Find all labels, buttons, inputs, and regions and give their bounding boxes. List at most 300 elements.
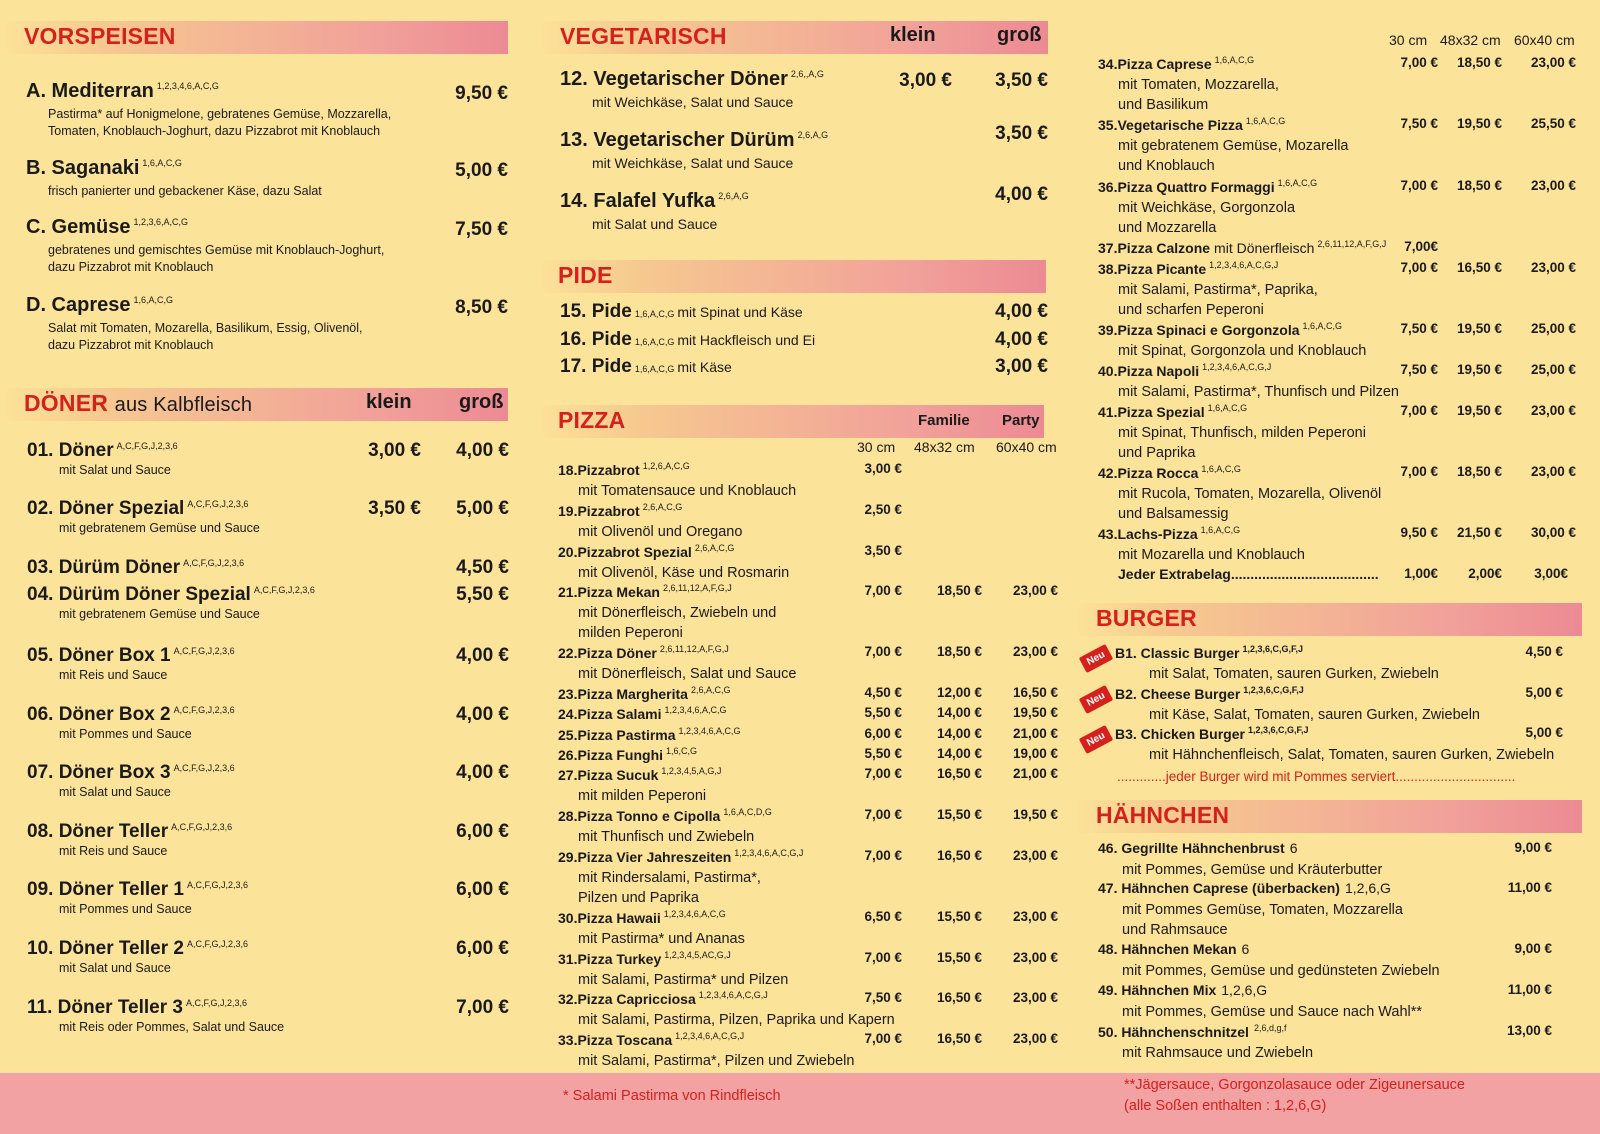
item-description: mit Salat und Sauce [592, 216, 718, 232]
item-name [1098, 363, 1271, 379]
allergen-codes: 6 [1289, 840, 1298, 856]
item-title: 17. Pide [560, 356, 632, 377]
pizza-title: PIZZA [558, 407, 626, 433]
item-title: 13. Vegetarischer Dürüm [560, 129, 795, 151]
desc-line: mit Rindersalami, Pastirma*, [578, 870, 761, 886]
allergen-codes: 2,6,A,C,G [642, 502, 683, 512]
price-30: 3,50 € [864, 543, 902, 558]
vorspeise-item [26, 157, 508, 217]
price-60x40: 25,00 € [1530, 321, 1576, 336]
item-description: mit Salat und Sauce [59, 463, 171, 477]
price-48x32: 14,00 € [936, 746, 982, 761]
pizza-item [1098, 178, 1578, 236]
allergen-codes: 1,6,A,C,G [634, 337, 675, 347]
desc-line: und Mozzarella [1118, 220, 1217, 236]
price-gross: 4,00 € [456, 440, 509, 461]
price-gross: 7,00 € [456, 997, 509, 1018]
allergen-codes: 1,6,A,C,G [1245, 116, 1286, 126]
doener-item [27, 938, 508, 982]
item-title: 18.Pizzabrot [558, 461, 640, 478]
allergen-codes: 2,6,A,C,G [690, 685, 731, 695]
burger-title: BURGER [1096, 605, 1197, 631]
desc-line: mit Dönerfleisch, Zwiebeln und [578, 605, 777, 621]
footer-note-sauces: **Jägersauce, Gorgonzolasauce oder Zigeunersauce [1124, 1077, 1465, 1093]
item-title: 20.Pizzabrot Spezial [558, 543, 692, 560]
allergen-codes: 1,6,A,C,G [634, 364, 675, 374]
item-title: 43.Lachs-Pizza [1098, 525, 1198, 542]
pizza-item [1098, 321, 1578, 359]
pizza-item [558, 766, 1058, 804]
item-title: 25.Pizza Pastirma [558, 726, 676, 743]
item-name [1098, 982, 1267, 998]
item-name [27, 498, 248, 520]
haehnchen-item [1098, 840, 1578, 878]
vorspeise-item [26, 216, 508, 276]
desc-line: und Rahmsauce [1122, 922, 1228, 938]
price-30: 6,50 € [864, 909, 902, 924]
item-description: mit Reis und Sauce [59, 844, 168, 858]
haehnchen-title: HÄHNCHEN [1096, 802, 1230, 828]
price-48x32: 14,00 € [936, 705, 982, 720]
item-title: 32.Pizza Capricciosa [558, 990, 696, 1007]
item-name [558, 1032, 744, 1048]
vorspeise-item [26, 294, 508, 354]
item-name [27, 879, 248, 901]
item-price: 8,50 € [455, 297, 508, 318]
desc-line: und Basilikum [1118, 97, 1209, 113]
allergen-codes: 1,6,A,C,G [1200, 525, 1241, 535]
burger-item [1115, 725, 1575, 763]
item-name [27, 645, 235, 667]
price-gross: 6,00 € [456, 821, 509, 842]
price-30: 5,50 € [864, 746, 902, 761]
pizza-item [558, 705, 1058, 725]
allergen-codes: 1,2,3,4,5,AC,G,J [664, 950, 731, 960]
price-60x40: 25,00 € [1530, 362, 1576, 377]
desc-line: mit Rucola, Tomaten, Mozarella, Olivenöl [1118, 486, 1382, 502]
footer-note-allergens: (alle Soßen enthalten : 1,2,6,G) [1124, 1098, 1327, 1114]
desc-line: mit Dönerfleisch, Salat und Sauce [578, 666, 797, 682]
item-title: 46. Gegrillte Hähnchenbrust [1098, 840, 1285, 856]
item-title: 09. Döner Teller 1 [27, 879, 184, 900]
allergen-codes: A,C,F,G,J,2,3,6 [253, 584, 315, 595]
price-60x40: 23,00 € [1530, 260, 1576, 275]
extrabelag-p3: 3,00€ [1534, 566, 1568, 581]
item-title: D. Caprese [26, 294, 131, 316]
price-60x40: 19,50 € [1012, 807, 1058, 822]
neu-badge: Neu [1079, 685, 1113, 714]
allergen-codes: A,C,F,G,J,2,3,6 [173, 645, 235, 656]
desc-line: Pastirma* auf Honigmelone, gebratenes Gemüse, Mozzarella, [48, 107, 392, 121]
item-name [558, 991, 768, 1007]
price-48x32: 19,50 € [1456, 403, 1502, 418]
pide-banner [536, 260, 1046, 293]
price-30: 3,00 € [864, 461, 902, 476]
pizza-item [558, 583, 1058, 641]
item-description [1118, 484, 1381, 524]
footer-band [0, 1073, 1600, 1134]
price-30: 7,00€ [1404, 239, 1438, 254]
item-name [1098, 840, 1298, 856]
allergen-codes: 2,6,,A,G [790, 69, 824, 80]
item-description: mit Weichkäse, Salat und Sauce [592, 94, 794, 110]
pizza-item [1098, 525, 1578, 563]
allergen-codes: 1,6,A,C,G [133, 295, 174, 306]
price-30: 7,00 € [1400, 464, 1438, 479]
price-48x32: 14,00 € [936, 726, 982, 741]
item-name [558, 706, 727, 722]
desc-line: mit Salami, Pastirma* und Pilzen [578, 972, 789, 988]
item-price: 4,50 € [1525, 644, 1563, 659]
item-title: 05. Döner Box 1 [27, 645, 171, 666]
price-60x40: 30,00 € [1530, 525, 1576, 540]
item-description: mit Reis und Sauce [59, 668, 168, 682]
allergen-codes: 1,2,3,4,6,A,C,G [156, 81, 219, 92]
item-description [48, 183, 322, 200]
item-title: 16. Pide [560, 329, 632, 350]
price-30: 7,50 € [864, 990, 902, 1005]
price-60x40: 23,00 € [1012, 909, 1058, 924]
desc-line: mit Olivenöl, Käse und Rosmarin [578, 565, 790, 581]
desc-line: und Knoblauch [1118, 158, 1215, 174]
item-title: 21.Pizza Mekan [558, 583, 660, 600]
price-gross: 5,00 € [456, 498, 509, 519]
pizza-item [558, 644, 1058, 682]
item-name [1098, 465, 1241, 481]
item-name [27, 584, 315, 606]
vegetarisch-col-klein: klein [890, 24, 936, 46]
item-name [26, 80, 219, 103]
vorspeisen-banner [0, 21, 508, 54]
item-name [558, 910, 726, 926]
allergen-codes: 1,2,3,6,C,G,F,J [1247, 725, 1309, 735]
price-48x32: 18,50 € [936, 583, 982, 598]
price-60x40: 23,00 € [1012, 644, 1058, 659]
price-30: 7,50 € [1400, 362, 1438, 377]
item-title: 27.Pizza Sucuk [558, 766, 659, 783]
pizza2-size-30: 30 cm [1389, 32, 1428, 48]
allergen-codes: 6 [1241, 941, 1250, 957]
haehnchen-item [1098, 880, 1578, 938]
neu-badge: Neu [1079, 725, 1113, 754]
item-title: 08. Döner Teller [27, 821, 169, 842]
item-description [578, 481, 796, 501]
item-price: 9,00 € [1514, 840, 1552, 855]
desc-line: mit Pommes Gemüse, Tomaten, Mozzarella [1122, 902, 1403, 918]
allergen-codes: 1,2,6,G [1344, 880, 1391, 896]
neu-badge: Neu [1079, 644, 1113, 673]
item-title: 24.Pizza Salami [558, 705, 662, 722]
allergen-codes: A,C,F,G,J,2,3,6 [173, 704, 235, 715]
price-48x32: 18,50 € [1456, 464, 1502, 479]
price-gross: 3,50 € [995, 70, 1048, 91]
item-title: 49. Hähnchen Mix [1098, 982, 1217, 998]
item-title: 26.Pizza Funghi [558, 746, 664, 763]
doener-item [27, 704, 508, 748]
haehnchen-item [1098, 1023, 1578, 1061]
allergen-codes: A,C,F,G,J,2,3,6 [187, 938, 249, 949]
item-description: mit Hackfleisch und Ei [677, 332, 816, 348]
item-name [560, 356, 732, 378]
allergen-codes: 1,2,3,4,6,A,C,G,J [698, 990, 768, 1000]
item-name [558, 747, 697, 763]
allergen-codes: 1,2,3,4,6,A,C,G [664, 705, 727, 715]
item-description: mit Hähnchenfleisch, Salat, Tomaten, sauren Gurken, Zwiebeln [1149, 747, 1555, 763]
desc-line: Tomaten, Knoblauch-Joghurt, dazu Pizzabrot mit Knoblauch [48, 124, 381, 138]
desc-line: mit gebratenem Gemüse, Mozarella [1118, 138, 1349, 154]
allergen-codes: A,C,F,G,J,2,3,6 [116, 440, 178, 451]
price-gross: 4,00 € [456, 762, 509, 783]
item-name [558, 727, 741, 743]
item-description [1122, 1043, 1313, 1063]
allergen-codes: 1,2,3,6,C,G,F,J [1243, 685, 1304, 695]
desc-line: Pilzen und Paprika [578, 890, 699, 906]
price-48x32: 16,50 € [936, 1031, 982, 1046]
pide-item [560, 356, 1048, 382]
price-30: 7,00 € [1400, 403, 1438, 418]
item-description [1118, 198, 1295, 238]
item-title: 11. Döner Teller 3 [27, 997, 183, 1018]
desc-line: mit Pastirma* und Ananas [578, 931, 745, 947]
desc-line: gebratenes und gemischtes Gemüse mit Knoblauch-Joghurt, [48, 243, 385, 257]
desc-line: mit Spinat, Gorgonzola und Knoblauch [1118, 343, 1367, 359]
allergen-codes: 1,6,A,C,G [1302, 321, 1343, 331]
item-description [578, 522, 742, 542]
allergen-codes: 1,2,3,4,5,A,G,J [661, 766, 722, 776]
item-description [1118, 75, 1279, 115]
item-title: 28.Pizza Tonno e Cipolla [558, 807, 721, 824]
price-48x32: 18,50 € [936, 644, 982, 659]
price-klein: 3,00 € [368, 440, 421, 461]
item-title: 02. Döner Spezial [27, 498, 185, 519]
allergen-codes: A,C,F,G,J,2,3,6 [183, 557, 245, 568]
price-48x32: 19,50 € [1456, 116, 1502, 131]
pizza-item [558, 502, 1058, 540]
allergen-codes: 1,2,3,6,C,G,F,J [1242, 644, 1304, 654]
item-name [1098, 880, 1391, 896]
desc-line: mit Pommes, Gemüse und Kräuterbutter [1122, 862, 1383, 878]
pizza2-size-48x32: 48x32 cm [1440, 32, 1501, 48]
price-gross: 4,00 € [456, 704, 509, 725]
price-gross: 6,00 € [456, 938, 509, 959]
item-description [1118, 341, 1366, 361]
price-klein: 3,00 € [899, 70, 952, 91]
vegetarisch-title: VEGETARISCH [560, 23, 727, 49]
item-title: 14. Falafel Yufka [560, 190, 716, 212]
doener-item [27, 498, 508, 542]
desc-line: dazu Pizzabrot mit Knoblauch [48, 260, 214, 274]
burger-item [1115, 644, 1575, 682]
item-title: 34.Pizza Caprese [1098, 55, 1212, 72]
desc-line: mit Weichkäse, Gorgonzola [1118, 200, 1296, 216]
item-title: 23.Pizza Margherita [558, 685, 688, 702]
item-price: 5,00 € [455, 160, 508, 181]
doener-item [27, 821, 508, 865]
price-48x32: 16,50 € [936, 990, 982, 1005]
extrabelag-p2: 2,00€ [1468, 566, 1502, 581]
item-title: 03. Dürüm Döner [27, 557, 181, 578]
pizza-item [558, 1031, 1058, 1069]
pizza2-size-60x40: 60x40 cm [1514, 32, 1575, 48]
item-title: C. Gemüse [26, 216, 131, 238]
price-60x40: 16,50 € [1012, 685, 1058, 700]
desc-line: und Balsamessig [1118, 506, 1229, 522]
pizza-item [558, 543, 1058, 581]
pizza-item [558, 746, 1058, 766]
doener-item [27, 584, 508, 628]
doener-item [27, 440, 508, 484]
pizza-item [558, 848, 1058, 906]
desc-line: Salat mit Tomaten, Mozarella, Basilikum, Essig, Olivenöl, [48, 321, 363, 335]
allergen-codes: 1,2,3,4,6,A,C,G [663, 909, 726, 919]
item-title: B3. Chicken Burger [1115, 725, 1245, 742]
item-title: 01. Döner [27, 440, 114, 461]
pizza-item [1098, 239, 1578, 259]
item-description [578, 929, 745, 949]
desc-line: mit Thunfisch und Zwiebeln [578, 829, 755, 845]
desc-line: mit Tomatensauce und Knoblauch [578, 483, 797, 499]
item-name [560, 190, 749, 213]
pizza-size-48x32: 48x32 cm [914, 439, 975, 455]
item-name [1115, 726, 1308, 742]
item-description [1118, 545, 1305, 565]
item-price: 5,00 € [1525, 685, 1563, 700]
item-description: mit Salat, Tomaten, sauren Gurken, Zwiebeln [1149, 666, 1439, 682]
item-description [1122, 961, 1440, 981]
allergen-codes: A,C,F,G,J,2,3,6 [171, 821, 233, 832]
item-description [578, 603, 776, 643]
item-description: mit Käse, Salat, Tomaten, sauren Gurken, Zwiebeln [1149, 707, 1480, 723]
allergen-codes: 2,6,A,G [718, 191, 749, 202]
allergen-codes: 1,6,A,C,D,G [723, 807, 772, 817]
item-description [48, 106, 391, 140]
desc-line: mit Pommes, Gemüse und gedünsteten Zwiebeln [1122, 963, 1440, 979]
price-30: 7,00 € [864, 644, 902, 659]
item-title: B. Saganaki [26, 157, 140, 179]
price-gross: 6,00 € [456, 879, 509, 900]
item-name [560, 129, 828, 152]
item-description [1122, 900, 1403, 940]
price-60x40: 21,00 € [1012, 766, 1058, 781]
vegetarisch-col-gross: groß [997, 24, 1042, 46]
item-description [1122, 860, 1382, 880]
allergen-codes: 2,6,A,G [797, 130, 829, 141]
item-name [26, 294, 173, 317]
item-title: 50. Hähnchenschnitzel [1098, 1023, 1249, 1040]
desc-line: mit Pommes, Gemüse und Sauce nach Wahl** [1122, 1004, 1423, 1020]
item-description [578, 1051, 854, 1071]
desc-line: und scharfen Peperoni [1118, 302, 1264, 318]
item-title: 38.Pizza Picante [1098, 260, 1207, 277]
item-name [560, 301, 803, 323]
desc-line: mit Rahmsauce und Zwiebeln [1122, 1045, 1314, 1061]
doener-item [27, 997, 508, 1041]
price-30: 7,00 € [864, 1031, 902, 1046]
price-48x32: 15,50 € [936, 807, 982, 822]
item-price: 3,00 € [995, 356, 1048, 377]
pizza-item [558, 909, 1058, 947]
desc-line: mit Salami, Pastirma*, Thunfisch und Pilzen [1118, 384, 1399, 400]
desc-line: mit Olivenöl und Oregano [578, 524, 743, 540]
pizza-col-party: Party [1002, 412, 1040, 429]
price-60x40: 19,00 € [1012, 746, 1058, 761]
desc-line: mit Salami, Pastirma*, Pilzen und Zwiebeln [578, 1053, 855, 1069]
price-30: 7,00 € [1400, 178, 1438, 193]
doener-item [27, 645, 508, 689]
allergen-codes: 1,6,A,C,G [1201, 464, 1241, 474]
item-title: 33.Pizza Toscana [558, 1031, 673, 1048]
price-48x32: 18,50 € [1456, 55, 1502, 70]
item-description [48, 320, 362, 354]
price-30: 7,00 € [864, 766, 902, 781]
doener-col-gross: groß [459, 391, 504, 413]
price-60x40: 23,00 € [1530, 403, 1576, 418]
allergen-codes: A,C,F,G,J,2,3,6 [173, 762, 235, 773]
price-48x32: 18,50 € [1456, 178, 1502, 193]
vegetarisch-item [560, 184, 1048, 240]
item-name [27, 557, 244, 579]
item-name [1098, 1024, 1286, 1040]
pizza-banner [536, 405, 1044, 438]
pizza-item [558, 685, 1058, 705]
item-title: 04. Dürüm Döner Spezial [27, 584, 251, 605]
price-48x32: 15,50 € [936, 909, 982, 924]
item-name [558, 645, 729, 661]
pizza-item [1098, 403, 1578, 461]
price-60x40: 23,00 € [1530, 55, 1576, 70]
item-title: 30.Pizza Hawaii [558, 909, 661, 926]
price-gross: 5,50 € [456, 584, 509, 605]
item-title: 42.Pizza Rocca [1098, 464, 1199, 481]
item-price: 9,50 € [455, 83, 508, 104]
item-title: 35.Vegetarische Pizza [1098, 116, 1243, 133]
price-30: 7,00 € [864, 848, 902, 863]
item-title: 07. Döner Box 3 [27, 762, 171, 783]
item-description [578, 827, 754, 847]
price-60x40: 23,00 € [1012, 950, 1058, 965]
item-name [1098, 526, 1240, 542]
allergen-codes: 1,2,3,4,6,A,C,G,J [1209, 260, 1279, 270]
pizza-size-60x40: 60x40 cm [996, 439, 1057, 455]
price-60x40: 21,00 € [1012, 726, 1058, 741]
item-name [558, 462, 690, 478]
allergen-codes: A,C,F,G,J,2,3,6 [185, 997, 247, 1008]
item-description [578, 786, 706, 806]
price-48x32: 12,00 € [936, 685, 982, 700]
allergen-codes: 1,2,3,4,6,A,C,G,J [675, 1031, 745, 1041]
allergen-codes: 1,6,C,G [666, 746, 698, 756]
item-title: 31.Pizza Turkey [558, 950, 662, 967]
item-title: 22.Pizza Döner [558, 644, 657, 661]
item-title: 40.Pizza Napoli [1098, 362, 1200, 379]
desc-line: mit Salami, Pastirma, Pilzen, Paprika und Kapern [578, 1012, 895, 1028]
price-30: 6,00 € [864, 726, 902, 741]
pizza-item [1098, 55, 1578, 113]
item-name [1098, 117, 1285, 133]
item-title: 10. Döner Teller 2 [27, 938, 184, 959]
desc-line: und Paprika [1118, 445, 1196, 461]
price-30: 7,00 € [1400, 55, 1438, 70]
price-48x32: 16,50 € [936, 766, 982, 781]
item-title: 36.Pizza Quattro Formaggi [1098, 178, 1275, 195]
price-30: 7,50 € [1400, 116, 1438, 131]
item-price: 11,00 € [1507, 982, 1552, 997]
price-30: 5,50 € [864, 705, 902, 720]
item-description: mit Weichkäse, Salat und Sauce [592, 155, 794, 171]
price-30: 9,50 € [1400, 525, 1438, 540]
price-60x40: 23,00 € [1012, 583, 1058, 598]
price-30: 7,00 € [864, 583, 902, 598]
